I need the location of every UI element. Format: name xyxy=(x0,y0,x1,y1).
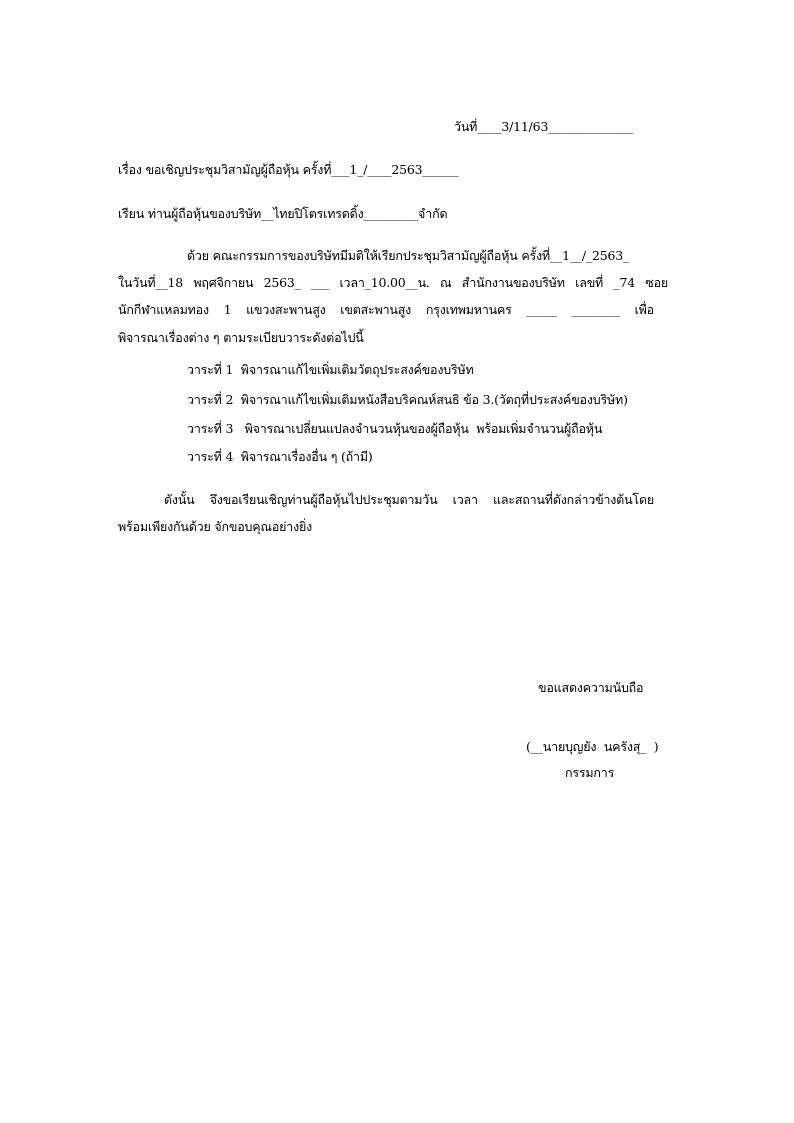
agenda-item-3: วาระที่ 3 พิจารณาเปลี่ยนแปลงจำนวนหุ้นของผู้ถือหุ้น พร้อมเพิ่มจำนวนผู้ถือหุ้น xyxy=(187,421,603,436)
agenda-item-2: วาระที่ 2 พิจารณาแก้ไขเพิ่มเติมหนังสือบริคณห์สนธิ ข้อ 3.(วัตถุที่ประสงค์ของบริษัท) xyxy=(187,392,628,407)
signer-title: กรรมการ xyxy=(565,765,615,780)
subject-line: เรื่อง ขอเชิญประชุมวิสามัญผู้ถือหุ้น ครั้งที่___1_/____2563______ xyxy=(118,162,459,177)
date-line: วันที่____3/11/63______________ xyxy=(454,119,633,134)
body-line-4: พิจารณาเรื่องต่าง ๆ ตามระเบียบวาระดังต่อไปนี้ xyxy=(118,330,364,345)
agenda-item-4: วาระที่ 4 พิจารณาเรื่องอื่น ๆ (ถ้ามี) xyxy=(187,449,373,464)
signer-name: (__นายบุญยัง นครังสุ_ ) xyxy=(526,739,659,754)
body-line-1: ด้วย คณะกรรมการของบริษัทมีมติให้เรียกประชุมวิสามัญผู้ถือหุ้น ครั้งที่__1__/_2563_ xyxy=(187,248,630,263)
body-line-3: นักกีฬาแหลมทอง 1 แขวงสะพานสูง เขตสะพานสูง กรุงเทพมหานคร _____ ________ เพื่อ xyxy=(118,302,654,317)
closing-line-1: ดังนั้น จึงขอเรียนเชิญท่านผู้ถือหุ้นไปประชุมตามวัน เวลา และสถานที่ดังกล่าวข้างต้นโดย xyxy=(164,492,654,507)
closing-line-2: พร้อมเพียงกันด้วย จักขอบคุณอย่างยิ่ง xyxy=(118,519,313,534)
agenda-item-1: วาระที่ 1 พิจารณาแก้ไขเพิ่มเติมวัตถุประสงค์ของบริษัท xyxy=(187,362,474,377)
salutation-line: เรียน ท่านผู้ถือหุ้นของบริษัท__ไทยปิโตรเทรดดิ้ง_________จำกัด xyxy=(118,206,448,221)
body-line-2: ในวันที่__18 พฤศจิกายน 2563_ ___ เวลา_10.00__น. ณ สำนักงานของบริษัท เลขที่ _74 ซอย xyxy=(118,275,668,290)
signoff: ขอแสดงความนับถือ xyxy=(538,680,644,695)
